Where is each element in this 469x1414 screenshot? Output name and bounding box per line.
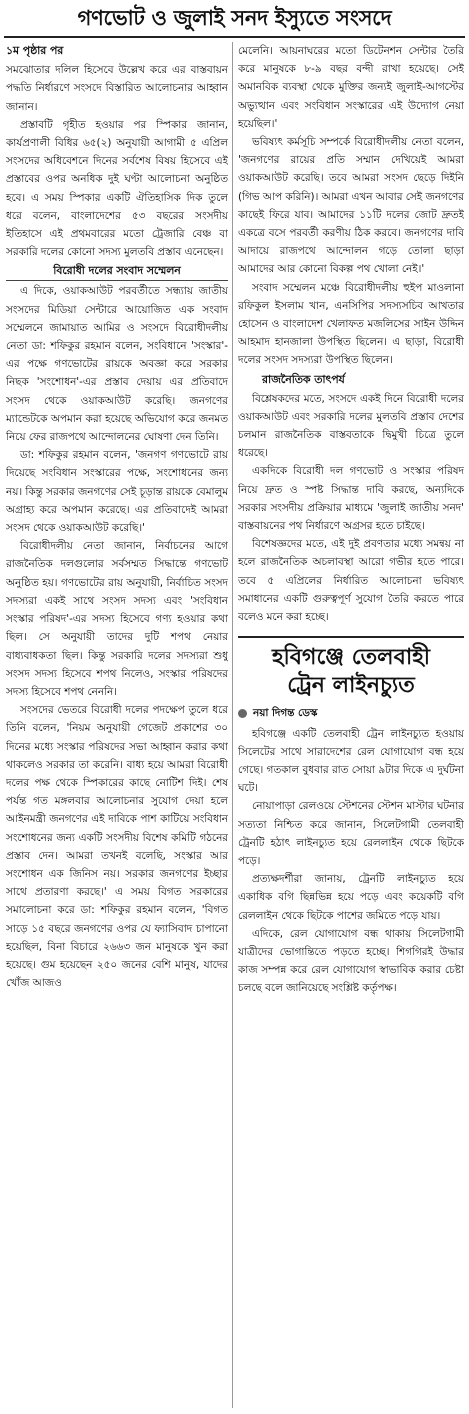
article-paragraph: বিশেষজ্ঞদের মতে, এই দুই প্রবণতার মধ্যে সমন্বয় না হলে রাজনৈতিক অচলাবস্থা আরো গভীর হতে পারে। তবে ৫ এপ্রিলের নির্ধারিত আলোচনা ভবিষ্যৎ সমাধানের একটি গুরুত্বপূর্ণ সুযোগ তৈরি করতে পারে বলেও মনে করা হচ্ছে। [238,538,464,624]
continued-from-label: ১ম পৃষ্ঠার পর [6,44,64,57]
train-story-headline [238,636,464,700]
column-divider [232,42,233,1408]
article-paragraph: এ দিকে, ওয়াকআউট পরবর্তীতে সন্ধ্যায় জাতীয় সংসদের মিডিয়া সেন্টারে আয়োজিত এক সংবাদ সম্মেলনে জামায়াত আমির ও সংসদে বিরোধীদলীয় নেতা ডা: শফিকুর রহমান বলেন, সংবিধানে 'সংস্কার'-এর পক্ষে গণভোটের রায়কে অবজ্ঞা করে সরকার নিছক 'সংশোধন'-এর প্রস্তাব দেয়ায় এর প্রতিবাদে সংসদ থেকে ওয়াকআউট করেছি। জনগণের ম্যান্ডেটকে অপমান করা হয়েছে অভিযোগ করে জনমত নিয়ে ফের রাজপথে আন্দোলনের ঘোষণা দেন তিনি। [6,285,228,444]
article-paragraph: ভবিষ্যৎ কর্মসূচি সম্পর্কে বিরোধীদলীয় নেতা বলেন, 'জনগণের রায়ের প্রতি সম্মান দেখিয়েই আমরা ওয়াকআউট করেছি। তবে আমরা সংসদ ছেড়ে দিইনি (গিভ আপ করিনি)। আমরা এখন আবার সেই জনগণের কাছেই ফিরে যাব। আমাদের ১১টি দলের জোট দ্রুতই একত্রে বসে পরবর্তী করণীয় ঠিক করবে। জনগণের দাবি আদায়ে রাজপথে আন্দোলন গড়ে তোলা ছাড়া আমাদের আর কোনো বিকল্প পথ খোলা নেই।' [238,136,464,276]
dateline-text: নয়া দিগন্ত ডেস্ক [253,707,318,720]
article-paragraph: ডা: শফিকুর রহমান বলেন, 'জনগণ গণভোটে রায় দিয়েছে সংবিধান সংস্কারের পক্ষে, সংশোধনের জন্য নয়। কিন্তু সরকার জনগণের সেই চূড়ান্ত রায়কে বেমালুম অগ্রাহ্য করে অপমান করেছে। এর প্রতিবাদেই আমরা সংসদ থেকে ওয়াকআউট করেছি।' [6,449,228,535]
article-paragraph: সংসদের ভেতরে বিরোধী দলের পদক্ষেপ তুলে ধরে তিনি বলেন, 'নিয়ম অনুযায়ী গেজেট প্রকাশের ৩০ দিনের মধ্যে সংস্কার পরিষদের সভা আহ্বান করার কথা থাকলেও সরকার তা করেনি। বাধ্য হয়ে আমরা বিরোধী দলের পক্ষ থেকে স্পিকারের কাছে নোটিশ দিই। শেষ পর্যন্ত গত মঙ্গলবার আলোচনার সুযোগ দেয়া হলে আইনমন্ত্রী জনগণের এই দাবিকে পাশ কাটিয়ে সংবিধান সংশোধনের জন্য একটি সংসদীয় বিশেষ কমিটি গঠনের প্রস্তাব দেন। আমরা তখনই বলেছি, সংস্কার আর সংশোধন এক জিনিস নয়। সরকার জনগণের ইচ্ছার সাথে প্রতারণা করছে।' এ সময় বিগত সরকারের সমালোচনা করে ডা: শফিকুর রহমান বলেন, 'বিগত সাড়ে ১৫ বছরে জনগণের ওপর যে ফ্যাসিবাদ চাপানো হয়েছিল, বিনা বিচারে ২৬৬৩ জন মানুষকে খুন করা হয়েছে। গুম হয়েছেন ২৫০ জনের বেশি মানুষ, যাদের খোঁজ আজও [6,704,228,990]
article-paragraph: প্রস্তাবটি গৃহীত হওয়ার পর স্পিকার জানান, কার্যপ্রণালী বিধির ৬৫(২) অনুযায়ী আগামী ৫ এপ্রিল সংসদের অধিবেশনে দিনের সর্বশেষ বিষয় হিসেবে এই প্রস্তাবের ওপর অনধিক দুই ঘণ্টা আলোচনা অনুষ্ঠিত হবে। এ সময় স্পিকার একটি ঐতিহাসিক দিক তুলে ধরে বলেন, বাংলাদেশের ৫৩ বছরের সংসদীয় ইতিহাসে এই প্রথমবারের মতো ট্রেজারি বেঞ্চ বা সরকারি দলের কোনো সদস্য মুলতবি প্রস্তাব এনেছেন। [6,118,228,259]
subheading-press-conference: বিরোধী দলের সংবাদ সম্মেলন [6,262,228,281]
train-headline-line2: ট্রেন লাইনচ্যুত [287,673,415,699]
bullet-icon [238,709,247,718]
right-column [238,42,464,1408]
main-headline: গণভোট ও জুলাই সনদ ইস্যুতে সংসদে [77,6,392,30]
article-paragraph: নোয়াপাড়া রেলওয়ে স্টেশনের স্টেশন মাস্টার ঘটনার সত্যতা নিশ্চিত করে জানান, সিলেটগামী তেলবাহী ট্রেনটি হঠাৎ লাইনচ্যুত হয়ে রেললাইন থেকে ছিটকে পড়ে। [238,800,464,867]
train-headline-line1: হবিগঞ্জে তেলবাহী [271,645,431,671]
article-paragraph: সংবাদ সম্মেলন মঞ্চে বিরোধীদলীয় হুইপ মাওলানা রফিকুল ইসলাম খান, এনসিপির সদস্যসচিব আখতার হোসেন ও বাংলাদেশ খেলাফত মজলিসের সাইন উদ্দিন আহমাদ হানজালা উপস্থিত ছিলেন। এ ছাড়া, বিরোধী দলের সংসদ সদস্যরা উপস্থিত ছিলেন। [238,281,464,367]
headline-rule [4,36,465,38]
dateline [238,704,464,722]
article-paragraph: হবিগঞ্জে একটি তেলবাহী ট্রেন লাইনচ্যুত হওয়ায় সিলেটের সাথে সারাদেশের রেল যোগাযোগ বন্ধ হয়ে গেছে। গতকাল বুধবার রাত সোয়া ৯টার দিকে এ দুর্ঘটনা ঘটে। [238,727,464,795]
article-paragraph: একদিকে বিরোধী দল গণভোট ও সংস্কার পরিষদ নিয়ে দ্রুত ও স্পষ্ট সিদ্ধান্ত দাবি করছে, অন্যদিকে সরকার সংসদীয় প্রক্রিয়ার মাধ্যমে 'জুলাই জাতীয় সনদ' বাস্তবায়নের পথ নির্ধারণে অগ্রসর হতে চাইছে। [238,465,464,533]
article-paragraph: এদিকে, রেল যোগাযোগ বন্ধ থাকায় সিলেটগামী যাত্রীদের ভোগান্তিতে পড়তে হচ্ছে। শিগগিরই উদ্ধার কাজ সম্পন্ন করে রেল যোগাযোগ স্বাভাবিক করার চেষ্টা চলছে বলে জানিয়েছে সংশ্লিষ্ট কর্তৃপক্ষ। [238,927,464,995]
article-paragraph: প্রত্যক্ষদর্শীরা জানায়, ট্রেনটি লাইনচ্যুত হয়ে একাধিক বগি ছিন্নভিন্ন হয়ে পড়ে এবং কয়েকটি বগি রেললাইন থেকে ছিটকে পাশের জমিতে পড়ে যায়। [238,873,464,922]
subheading-political-significance: রাজনৈতিক তাৎপর্য [262,372,345,386]
article-paragraph: বিরোধীদলীয় নেতা জানান, নির্বাচনের আগে রাজনৈতিক দলগুলোর সর্বসম্মত সিদ্ধান্তে গণভোট অনুষ্ঠিত হয়। গণভোটের রায় অনুযায়ী, নির্বাচিত সংসদ সদস্যরা একই সাথে সংসদ সদস্য এবং 'সংবিধান সংস্কার পরিষদ'-এর সদস্য হিসেবে গণ্য হওয়ার কথা ছিল। সে অনুযায়ী তাদের দুটি শপথ নেয়ার বাধ্যবাধকতা ছিল। কিন্তু সরকারি দলের সদস্যরা শুধু সংসদ সদস্য হিসেবে শপথ নিলেও, সংস্কার পরিষদের সদস্য হিসেবে শপথ নেননি। [6,540,228,698]
article-paragraph: সমঝোতার দলিল হিসেবে উল্লেখ করে এর বাস্তবায়ন পদ্ধতি নির্ধারণে সংসদে বিস্তারিত আলোচনার আহ্বান জানান। [6,64,228,113]
left-column [6,42,228,1408]
article-paragraph: মেলেনি। আয়নাঘরের মতো ডিটেনশন সেন্টার তৈরি করে মানুষকে ৮-৯ বছর বন্দী রাখা হয়েছে। সেই অমানবিক ব্যবস্থা থেকে মুক্তির জন্যই জুলাই-আগস্টের অভ্যুত্থান এবং সংবিধান সংস্কারের এই উদ্যোগ নেয়া হয়েছিল।' [238,45,464,130]
article-paragraph: বিশ্লেষকদের মতে, সংসদে একই দিনে বিরোধী দলের ওয়াকআউট এবং সরকারি দলের মুলতবি প্রস্তাব দেশের চলমান রাজনৈতিক বাস্তবতাকে দ্বিমুখী চিত্রে তুলে ধরেছে। [238,392,464,460]
